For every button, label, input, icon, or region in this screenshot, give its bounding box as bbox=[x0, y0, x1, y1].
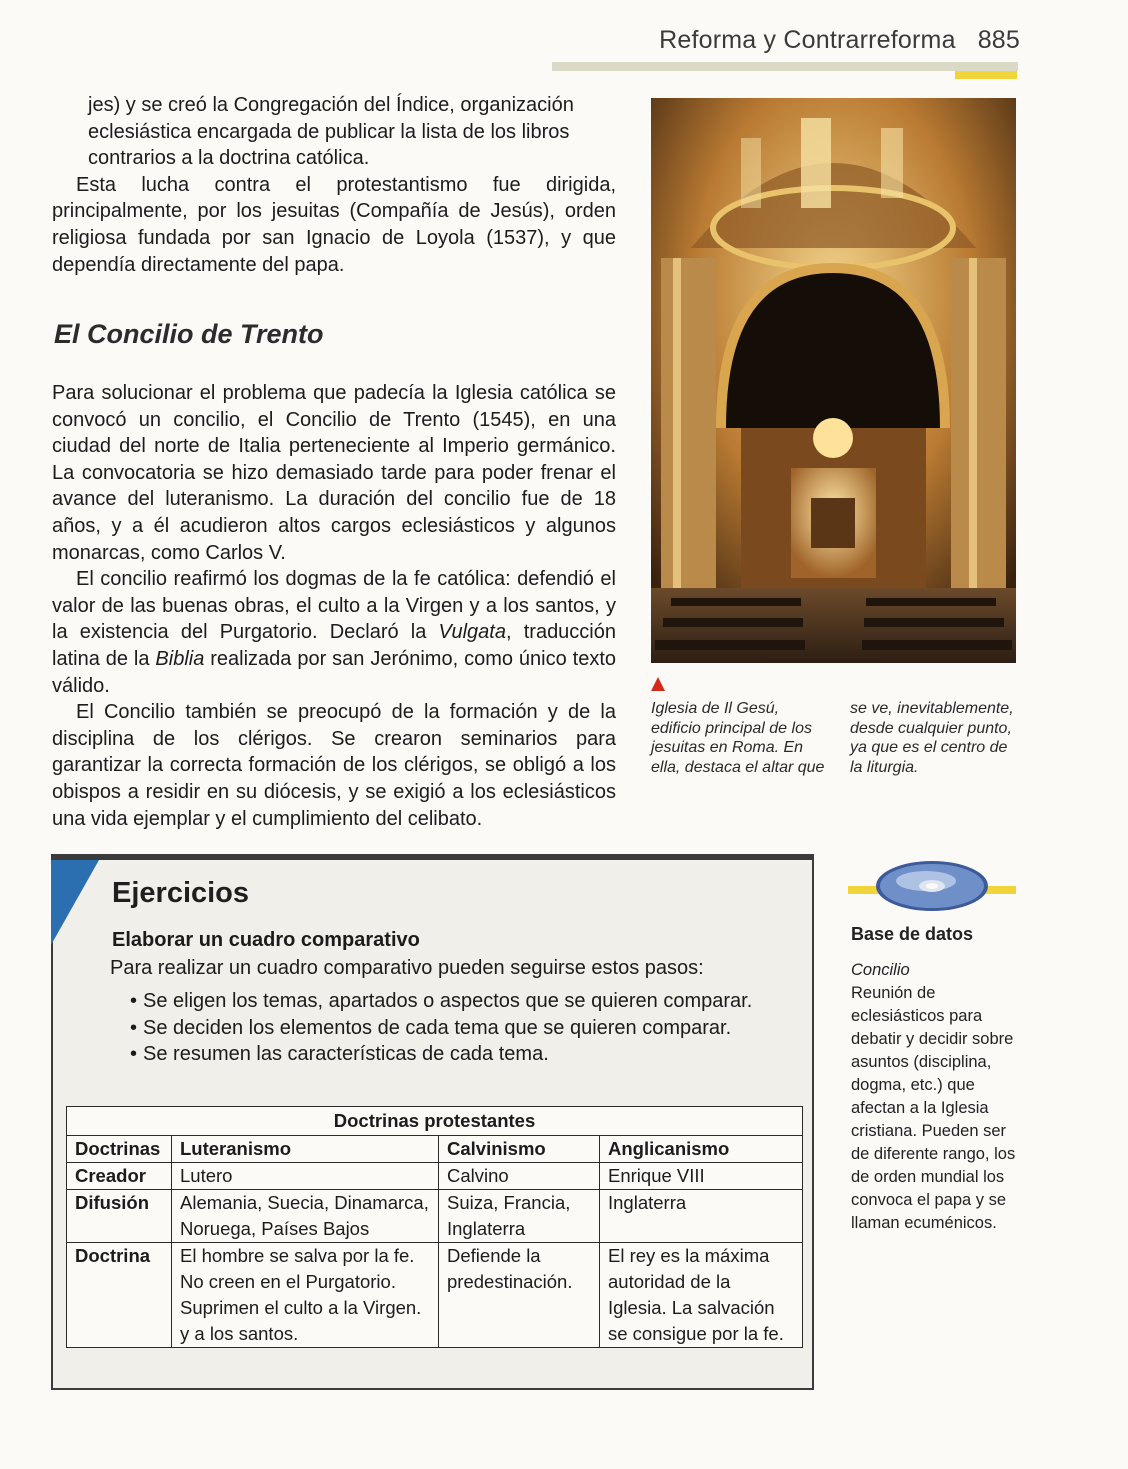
sidebar-definition-block bbox=[851, 959, 1016, 1235]
table-row-label: Doctrina bbox=[67, 1243, 172, 1348]
biblia-term: Biblia bbox=[155, 647, 205, 670]
table-row bbox=[67, 1243, 803, 1348]
church-interior-photo bbox=[651, 98, 1016, 663]
header-rule bbox=[552, 62, 1018, 71]
table-row bbox=[67, 1163, 803, 1190]
table-row-label: Difusión bbox=[67, 1190, 172, 1243]
cd-icon bbox=[848, 856, 1016, 918]
table-header-row bbox=[67, 1136, 803, 1163]
trento-paragraph-1: Para solucionar el problema que padecía la Iglesia católica se convocó un concilio, el Concilio de Trento (1545), en una ciudad del norte de Italia perteneciente al Imperio germánico. La convocatoria se hizo demasiado tarde para poder frenar el avance del luteranismo. La duración del concilio fue de 18 años, y a él acudieron altos cargos eclesiásticos y algunos monarcas, como Carlos V. bbox=[52, 382, 616, 564]
table-cell: Enrique VIII bbox=[600, 1163, 803, 1190]
exercises-corner-tab bbox=[51, 860, 99, 945]
table-cell: El hombre se salva por la fe. No creen en el Purgatorio. Suprimen el culto a la Virgen. y a los santos. bbox=[172, 1243, 439, 1348]
intro-text bbox=[52, 92, 616, 278]
sidebar-title: Base de datos bbox=[851, 924, 974, 944]
exercise-step: • Se eligen los temas, apartados o aspectos que se quieren comparar. bbox=[130, 988, 752, 1015]
exercises-intro: Para realizar un cuadro comparativo pueden seguirse estos pasos: bbox=[110, 957, 704, 979]
intro-paragraph-2: Esta lucha contra el protestantismo fue dirigida, principalmente, por los jesuitas (Compañía de Jesús), orden religiosa fundada por san Ignacio de Loyola (1537), y que dependía directamente del papa. bbox=[52, 173, 616, 276]
table-header-cell: Doctrinas bbox=[67, 1136, 172, 1163]
table-caption: Doctrinas protestantes bbox=[67, 1107, 803, 1136]
page-number: 885 bbox=[977, 26, 1020, 54]
table-cell: Defiende la predestinación. bbox=[439, 1243, 600, 1348]
doctrines-table bbox=[66, 1106, 803, 1348]
trento-paragraph-2: El concilio reafirmó los dogmas de la fe católica: defendió el valor de las buenas obras, el culto a la Virgen y a los santos, y la existencia del Purgatorio. Declaró la Vulgata, traducción latina de la Biblia realizada por san Jerónimo, como único texto válido. bbox=[52, 568, 616, 697]
vulgata-term: Vulgata bbox=[438, 621, 506, 644]
exercises-subtitle: Elaborar un cuadro comparativo bbox=[112, 929, 420, 951]
caption-marker-icon bbox=[651, 677, 665, 691]
chapter-title: Reforma y Contrarreforma bbox=[659, 26, 956, 54]
exercises-title: Ejercicios bbox=[112, 877, 250, 909]
sidebar-term: Concilio bbox=[851, 961, 910, 979]
exercise-step: • Se resumen las características de cada tema. bbox=[130, 1041, 752, 1068]
exercises-steps bbox=[130, 988, 752, 1068]
section-heading: El Concilio de Trento bbox=[54, 319, 324, 349]
table-cell: Alemania, Suecia, Dinamarca, Noruega, Países Bajos bbox=[172, 1190, 439, 1243]
table-cell: Calvino bbox=[439, 1163, 600, 1190]
table-cell: Inglaterra bbox=[600, 1190, 803, 1243]
table-cell: Suiza, Francia, Inglaterra bbox=[439, 1190, 600, 1243]
running-head bbox=[600, 26, 1020, 55]
table-cell: El rey es la máxima autoridad de la Iglesia. La salvación se consigue por la fe. bbox=[600, 1243, 803, 1348]
trento-paragraph-3: El Concilio también se preocupó de la formación y de la disciplina de los clérigos. Se crearon seminarios para garantizar la correcta formación de los clérigos, se obligó a los obispos a residir en su diócesis, y se exigió a los eclesiásticos una vida ejemplar y el cumplimiento del celibato. bbox=[52, 701, 616, 830]
photo-caption-col1: Iglesia de Il Gesú, edificio principal de los jesuitas en Roma. En ella, destaca el altar que bbox=[651, 700, 825, 776]
trento-text bbox=[52, 380, 616, 832]
intro-paragraph-1: jes) y se creó la Congregación del Índice, organización eclesiástica encargada de publicar la lista de los libros contrarios a la doctrina católica. bbox=[88, 94, 574, 170]
photo-caption-col2: se ve, inevitablemente, desde cualquier punto, ya que es el centro de la liturgia. bbox=[850, 700, 1014, 776]
table-header-cell: Anglicanismo bbox=[600, 1136, 803, 1163]
header-accent-bar bbox=[955, 71, 1017, 79]
exercise-step: • Se deciden los elementos de cada tema que se quieren comparar. bbox=[130, 1015, 752, 1042]
table-row-label: Creador bbox=[67, 1163, 172, 1190]
table-header-cell: Calvinismo bbox=[439, 1136, 600, 1163]
table-row bbox=[67, 1190, 803, 1243]
table-cell: Lutero bbox=[172, 1163, 439, 1190]
sidebar-definition: Reunión de eclesiásticos para debatir y decidir sobre asuntos (disciplina, dogma, etc.) que afectan a la Iglesia cristiana. Pueden ser de diferente rango, los de orden mundial los convoca el papa y se llaman ecuménicos. bbox=[851, 984, 1016, 1232]
table-header-cell: Luteranismo bbox=[172, 1136, 439, 1163]
